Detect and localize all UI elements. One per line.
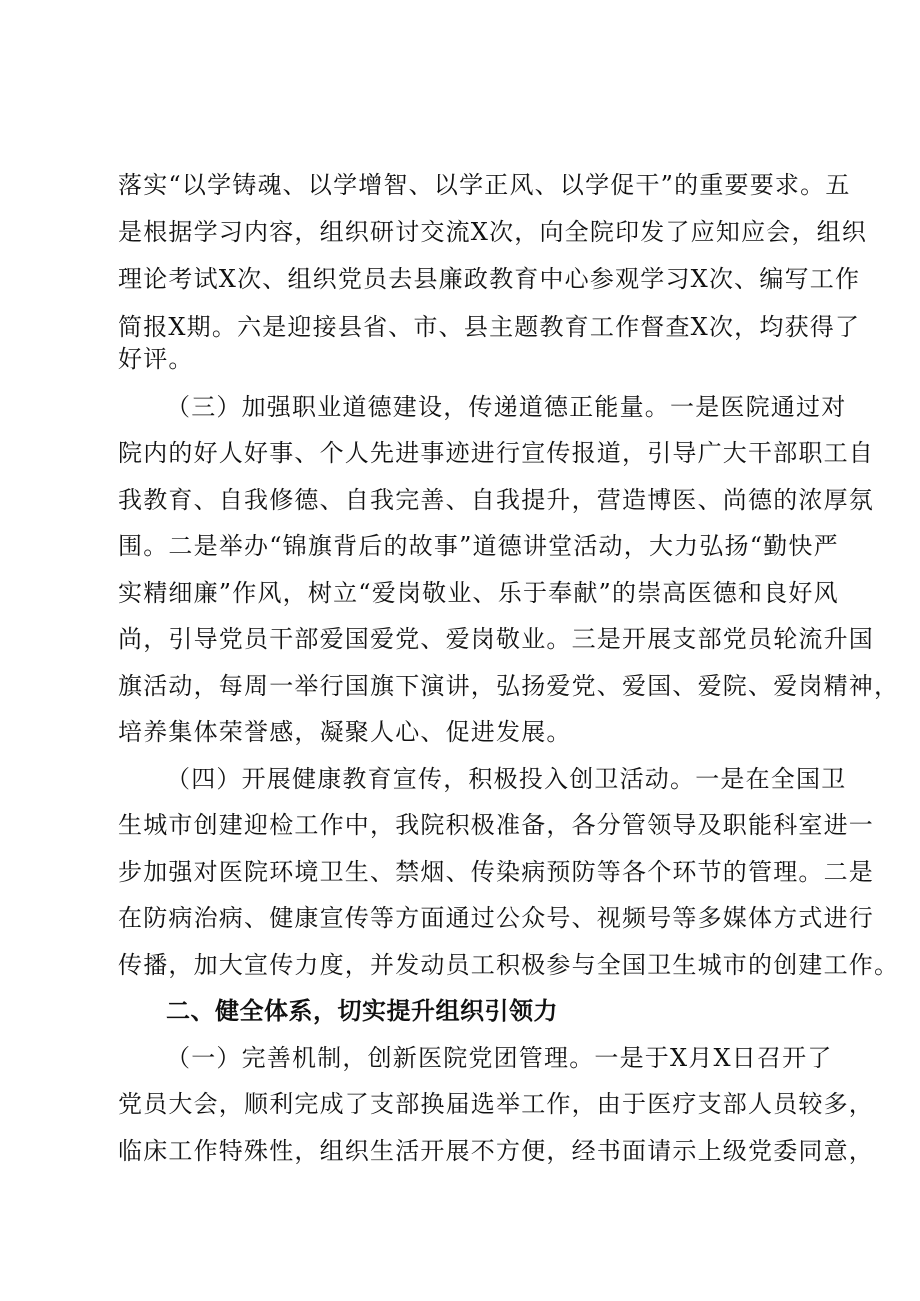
paragraph-line: 围。二是举办“锦旗背后的故事”道德讲堂活动，大力弘扬“勤快严 [118, 532, 839, 560]
paragraph-line: （四）开展健康教育宣传，积极投入创卫活动。一是在全国卫 [166, 765, 847, 793]
paragraph-line: 传播，加大宣传力度，并发动员工积极参与全国卫生城市的创建工作。 [118, 951, 900, 979]
paragraph-line: 尚，引导党员干部爱国爱党、爱岗敬业。三是开展支部党员轮流升国 [118, 625, 874, 653]
paragraph-line: 理论考试X次、组织党员去县廉政教育中心参观学习X次、编写工作 [118, 265, 861, 293]
paragraph-line: （一）完善机制，创新医院党团管理。一是于X月X日召开了 [166, 1044, 833, 1072]
section-heading: 二、健全体系，切实提升组织引领力 [166, 997, 558, 1025]
paragraph-line: 生城市创建迎检工作中，我院积极准备，各分管领导及职能科室进一 [118, 811, 874, 839]
paragraph-line: 旗活动，每周一举行国旗下演讲，弘扬爱党、爱国、爱院、爱岗精神， [118, 672, 900, 700]
paragraph-line: 是根据学习内容，组织研讨交流X次，向全院印发了应知应会，组织 [118, 218, 868, 246]
paragraph-line: 好评。 [118, 345, 194, 373]
paragraph-line: 院内的好人好事、个人先进事迹进行宣传报道，引导广大干部职工自 [118, 439, 874, 467]
paragraph-line: （三）加强职业道德建设，传递道德正能量。一是医院通过对 [166, 393, 847, 421]
paragraph-line: 我教育、自我修德、自我完善、自我提升，营造博医、尚德的浓厚氛 [118, 486, 874, 514]
paragraph-line: 简报X期。六是迎接县省、市、县主题教育工作督查X次，均获得了 [118, 313, 861, 341]
paragraph-line: 在防病治病、健康宣传等方面通过公众号、视频号等多媒体方式进行 [118, 904, 874, 932]
paragraph-line: 实精细廉”作风，树立“爱岗敬业、乐于奉献”的崇高医德和良好风 [118, 579, 839, 607]
paragraph-line: 党员大会，顺利完成了支部换届选举工作，由于医疗支部人员较多， [118, 1090, 874, 1118]
paragraph-line: 临床工作特殊性，组织生活开展不方便，经书面请示上级党委同意， [118, 1137, 874, 1165]
paragraph-line: 步加强对医院环境卫生、禁烟、传染病预防等各个环节的管理。二是 [118, 858, 874, 886]
paragraph-line: 培养集体荣誉感，凝聚人心、促进发展。 [118, 718, 572, 746]
paragraph-line: 落实“以学铸魂、以学增智、以学正风、以学促干”的重要要求。五 [118, 171, 851, 199]
